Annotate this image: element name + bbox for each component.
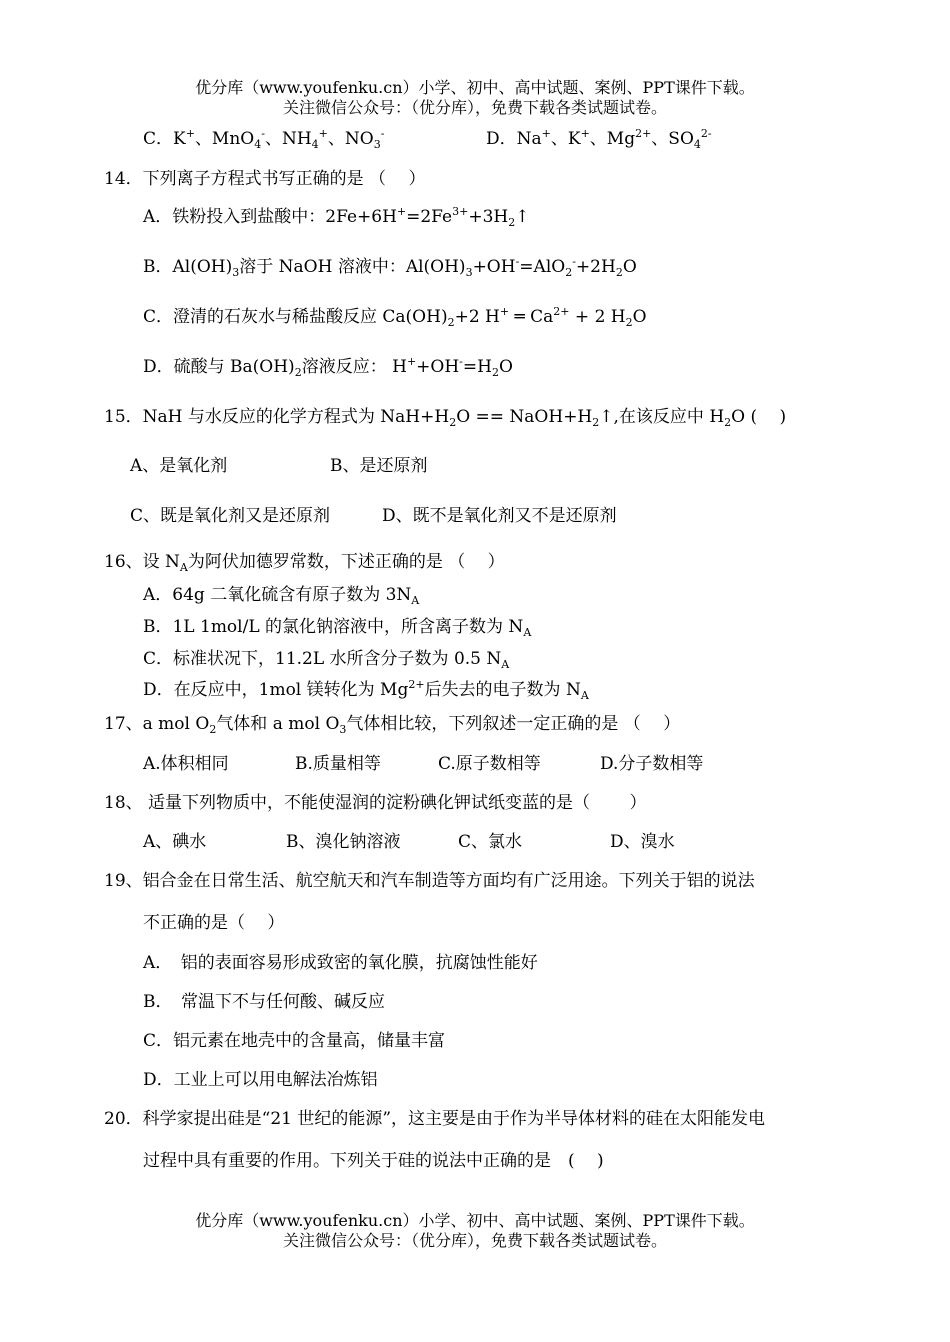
q15-option-d: D、既不是氧化剂又不是还原剂 (382, 506, 617, 526)
q18-stem: 18、 适量下列物质中，不能使湿润的淀粉碘化钾试纸变蓝的是（ ） (104, 793, 647, 813)
q16-stem: 16、设 $N_A$为阿伏加德罗常数，下述正确的是 （ ） (104, 552, 505, 574)
q15-option-c: C、既是氧化剂又是还原剂 (130, 506, 331, 526)
header-line-1: 优分库（www.youfenku.cn）小学、初中、高中试题、案例、PPT课件下载。 (195, 78, 755, 97)
q17-option-b: B.质量相等 (295, 754, 381, 774)
q13-option-d: D．Na+、K+、$Mg^{2+}$、$SO_4^{2-}$ (486, 127, 712, 151)
q16-option-a: A．64g 二氧化硫含有原子数为 $3N_A$ (143, 585, 420, 607)
q18-option-a: A、碘水 (143, 832, 207, 852)
q17-option-d: D.分子数相等 (600, 754, 704, 774)
q14-option-c: C．澄清的石灰水与稀盐酸反应 $Ca(OH)_2+2$ H+ ═ $Ca^{2+} + 2$ $H_2O$ (143, 305, 647, 329)
q16-option-d: D．在反应中，1mol 镁转化为 $Mg^{2+}$后失去的电子数为 $N_A$ (143, 678, 589, 702)
footer-line-2: 关注微信公众号：（优分库），免费下载各类试题试卷。 (282, 1231, 667, 1250)
q14-option-d: D．硫酸与 $Ba(OH)_2$溶液反应： $H^++OH^-=H_2O$ (143, 355, 513, 379)
q18-option-d: D、溴水 (610, 832, 675, 852)
footer-line-1: 优分库（www.youfenku.cn）小学、初中、高中试题、案例、PPT课件下载。 (195, 1211, 755, 1230)
q20-stem-line-2: 过程中具有重要的作用。下列关于硅的说法中正确的是 ( ) (143, 1151, 604, 1171)
q19-option-c: C．铝元素在地壳中的含量高，储量丰富 (143, 1031, 446, 1051)
q19-option-b: B． 常温下不与任何酸、碱反应 (143, 992, 385, 1012)
q17-option-a: A.体积相同 (143, 754, 229, 774)
q18-option-b: B、溴化钠溶液 (286, 832, 401, 852)
q19-stem-line-1: 19、铝合金在日常生活、航空航天和汽车制造等方面均有广泛用途。下列关于铝的说法 (104, 871, 755, 891)
q19-option-d: D．工业上可以用电解法冶炼铝 (143, 1070, 378, 1090)
q20-stem-line-1: 20．科学家提出硅是“21 世纪的能源”，这主要是由于作为半导体材料的硅在太阳能发电 (104, 1109, 766, 1129)
q19-option-a: A． 铝的表面容易形成致密的氧化膜，抗腐蚀性能好 (143, 953, 538, 973)
q15-option-a: A、是氧化剂 (130, 456, 228, 476)
q18-option-c: C、氯水 (458, 832, 523, 852)
header-line-2: 关注微信公众号：（优分库），免费下载各类试题试卷。 (282, 98, 667, 117)
q14-option-b: B．$Al(OH)_3$溶于 NaOH 溶液中：$Al(OH)_3+OH^-=AlO_2^-+2H_2O$ (143, 255, 637, 279)
q17-option-c: C.原子数相等 (438, 754, 541, 774)
q14-option-a: A．铁粉投入到盐酸中：$2Fe+6H^+=2Fe^{3+}+3H_2↑$ (143, 205, 530, 229)
q19-stem-line-2: 不正确的是（ ） (143, 913, 285, 933)
q16-option-b: B．1L 1mol/L 的氯化钠溶液中，所含离子数为 $N_A$ (143, 617, 532, 639)
q16-option-c: C．标准状况下，11.2L 水所含分子数为 0.5 $N_A$ (143, 649, 510, 671)
q13-option-c: C．K+、MnO$_4$-、$NH_4^+$、$NO_3^-$ (143, 127, 385, 151)
q15-stem: 15．NaH 与水反应的化学方程式为 $NaH+H_2O$ == $NaOH+H_2↑$,在该反应中 $H_2O$ ( ) (104, 407, 787, 429)
q17-stem: 17、a mol $O_2$气体和 a mol $O_3$气体相比较，下列叙述一定正确的是 （ ） (104, 714, 681, 736)
q15-option-b: B、是还原剂 (330, 456, 428, 476)
q14-stem: 14．下列离子方程式书写正确的是 （ ） (104, 169, 426, 189)
